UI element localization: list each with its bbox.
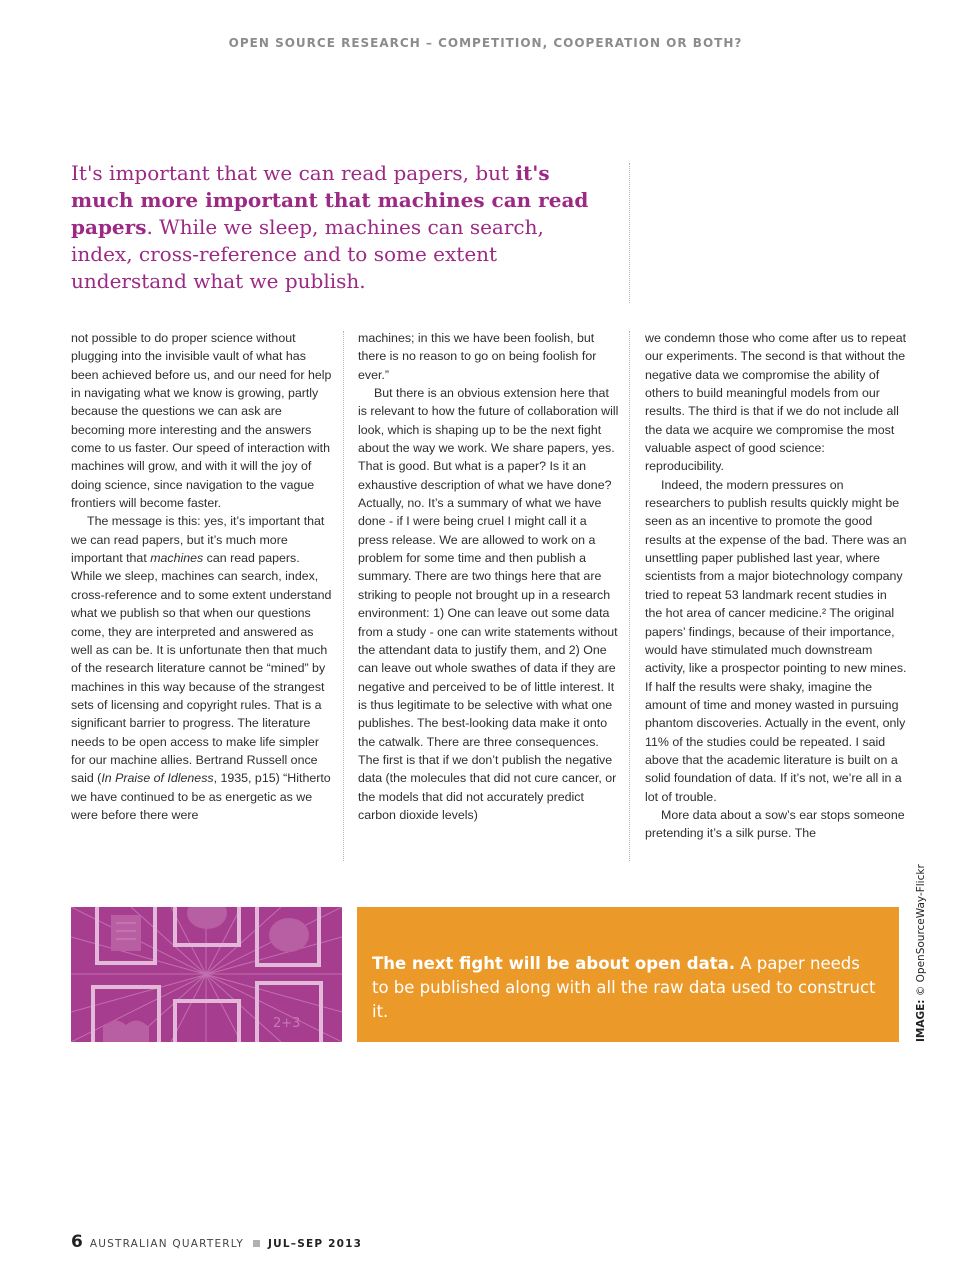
image-credit-text: © OpenSourceWay-Flickr bbox=[915, 864, 927, 1000]
document-icon bbox=[111, 915, 141, 951]
column-2-paragraph-1: machines; in this we have been foolish, but there is no reason to go on being foolish for ever.” bbox=[358, 331, 597, 382]
pull-quote-part-2: . While we sleep, machines can search, index, cross-reference and to some extent understand what we publish. bbox=[71, 215, 544, 293]
column-divider-left bbox=[343, 331, 344, 861]
article-column-3 bbox=[645, 329, 907, 843]
pull-quote-emphasis: it's much more important that machines can read papers bbox=[71, 161, 589, 239]
open-source-illustration bbox=[71, 907, 342, 1042]
column-divider-top bbox=[629, 163, 630, 303]
pull-quote-part-1: It's important that we can read papers, but bbox=[71, 161, 516, 185]
book-title: In Praise of Idleness bbox=[101, 771, 214, 786]
page-footer bbox=[71, 1232, 362, 1254]
callout-box bbox=[357, 907, 899, 1042]
running-head: OPEN SOURCE RESEARCH – COMPETITION, COOPERATION OR BOTH? bbox=[228, 36, 743, 50]
chat-bubble-icon bbox=[269, 918, 309, 952]
column-3-paragraph-1: we condemn those who come after us to repeat our experiments. The second is that without the negative data we compromise the ability of others to build meaningful models from our results. The third is that if we do not include all the data we acquire we compromise the most valuable aspect of good science: reproducibility. bbox=[645, 331, 907, 474]
article-column-1 bbox=[71, 329, 333, 824]
page-number: 6 bbox=[71, 1232, 83, 1252]
journal-name: AUSTRALIAN QUARTERLY bbox=[89, 1238, 245, 1250]
illustration-graphic bbox=[71, 907, 342, 1042]
equation-text: 2+3 bbox=[273, 1016, 301, 1031]
image-credit bbox=[912, 864, 930, 1042]
column-3-paragraph-2: Indeed, the modern pressures on researchers to publish results quickly might be seen as an incentive to promote the good results at the expense of the bad. There was an unsettling paper published last year, where scientists from a major biotechnology company tried to repeat 53 landmark recent studies in the hot area of cancer medicine.² The original papers’ findings, because of their importance, would have stimulated much downstream activity, like a prospector pointing to new mines. If half the results were shaky, imagine the amount of time and money wasted in pursuing phantom discoveries. Actually in the event, only 11% of the studies could be repeated. I said above that the academic literature is built on a solid foundation of data. If it’s not, we’re all in a lot of trouble. bbox=[645, 477, 907, 804]
emphasis-machines: machines bbox=[150, 551, 204, 566]
column-2-paragraph-2: But there is an obvious extension here that is relevant to how the future of collaboration will look, which is shaping up to be the next fight about the way we work. We share papers, yes. That is good. But what is a paper? Is it an exhaustive description of what we have done? Actually, no. It’s a summary of what we have done - if I were being cruel I might call it a press release. We are allowed to work on a problem for some time and then publish a summary. There are two things here that are striking to people not brought up in a research environment: 1) One can leave out some data from a study - one can write statements without the attendant data to justify them, and 2) One can leave out whole swathes of data if they are negative and perceived to be of little interest. It is thus legitimate to be selective with what one publishes. The best-looking data make it onto the catwalk. There are three consequences. The first is that if we don’t publish the negative data (the molecules that did not cure cancer, or the models that did not accurately predict carbon dioxide levels) bbox=[358, 386, 619, 822]
article-column-2 bbox=[358, 329, 620, 824]
pull-quote bbox=[71, 160, 611, 295]
image-credit-label: IMAGE: bbox=[915, 999, 927, 1042]
paragraph-text: can read papers. While we sleep, machines can search, index, cross-reference and to some extent understand what we publish so that when our questions come, they are interpreted and answered as well as can be. It is unfortunate then that much of the research literature cannot be “mined” by machines in this way because of the strangest sets of licensing and copyright rules. That is a significant barrier to progress. The literature needs to be open access to make life simpler for our machine allies. Bertrand Russell once said ( bbox=[71, 551, 332, 786]
column-divider-right bbox=[629, 331, 630, 861]
footer-separator-square bbox=[253, 1240, 260, 1247]
issue-date: JUL–SEP 2013 bbox=[268, 1238, 363, 1250]
column-3-paragraph-3: More data about a sow’s ear stops someone pretending it’s a silk purse. The bbox=[645, 807, 905, 841]
paragraph-text: , 1935, p15) “Hitherto we have continued to be as energetic as we were before there were bbox=[71, 771, 331, 822]
column-1-paragraph-2 bbox=[71, 512, 333, 824]
callout-text: A paper needs to be published along with all the raw data used to construct it. bbox=[372, 954, 876, 1021]
paragraph-text: The message is this: yes, it’s important that we can read papers, but it’s much more important that bbox=[71, 514, 325, 566]
column-1-paragraph-1: not possible to do proper science without plugging into the invisible vault of what has been achieved before us, and our need for help in navigating what we know is growing, partly because the questions we can ask are becoming more interesting and the answers come to us faster. Our speed of interaction with machines will grow, and with it will the joy of doing science, since navigation to the vague frontiers will become faster. bbox=[71, 331, 332, 511]
callout-headline: The next fight will be about open data. bbox=[372, 954, 735, 973]
